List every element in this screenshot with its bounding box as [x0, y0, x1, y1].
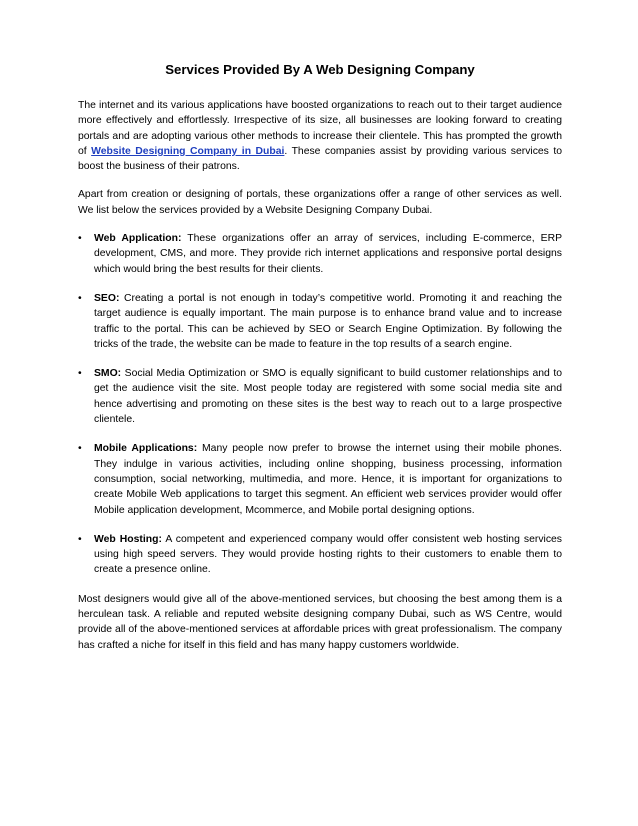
service-description: Creating a portal is not enough in today’s competitive world. Promoting it and reaching the target audience is equally important. The main purpose is to enhance brand value and to increase traffic to the portal. This can be achieved by SEO or Search Engine Optimization. By following the tricks of the trade, the website can be made to feature in the top results of a search engine.: [94, 292, 562, 350]
service-term: Mobile Applications:: [94, 443, 198, 455]
conclusion-paragraph: Most designers would give all of the above-mentioned services, but choosing the best among them is a herculean task. A reliable and reputed website designing company Dubai, such as WS Centre, would provide all of the above-mentioned services at affordable prices with great professionalism. The company has crafted a niche for itself in this field and has many happy customers worldwide.: [78, 593, 562, 651]
document-title: Services Provided By A Web Designing Company: [165, 62, 475, 77]
services-intro-paragraph: Apart from creation or designing of portals, these organizations offer a range of other services as well. We list below the services provided by a Website Designing Company Dubai.: [78, 189, 562, 216]
list-item: [78, 366, 562, 427]
bullet-icon: •: [78, 292, 82, 304]
bullet-icon: •: [78, 533, 82, 545]
website-designing-company-link[interactable]: Website Designing Company in Dubai: [91, 145, 285, 157]
service-term: SMO:: [94, 368, 122, 380]
service-description: A competent and experienced company would offer consistent web hosting services using high speed servers. They would provide hosting rights to their customers to enable them to create a presence online.: [94, 533, 563, 576]
service-term: Web Application:: [94, 233, 182, 245]
service-description: Many people now prefer to browse the internet using their mobile phones. They indulge in various activities, including online shopping, business processing, information consumption, social networking, multimedia, and more. Hence, it is important for organizations to create Mobile Web applications to target this segment. An efficient web services provider would offer Mobile application development, Mcommerce, and Mobile portal designing options.: [94, 443, 562, 516]
service-description: Social Media Optimization or SMO is equally significant to build customer relationships and to get the audience visit the site. Most people today are registered with some social media site and hence advertising and promoting on these sites is the best way to reach out to a large prospective clientele.: [94, 368, 562, 426]
document-page: [78, 60, 562, 666]
bullet-icon: •: [78, 233, 82, 245]
service-term: Web Hosting:: [94, 533, 162, 545]
list-item: [78, 231, 562, 277]
service-term: SEO:: [94, 292, 120, 304]
list-item: [78, 441, 562, 517]
services-list: [78, 231, 562, 578]
list-item: [78, 532, 562, 578]
bullet-icon: •: [78, 443, 82, 455]
list-item: [78, 291, 562, 352]
intro-paragraph: [78, 98, 562, 174]
intro-text-before-link: The internet and its various applications have boosted organizations to reach out to their target audience more effectively and effortlessly. Irrespective of its size, all businesses are looking forward to creating portals and are adopting various other methods to increase their clientele. This has prompted the growth of: [78, 100, 562, 157]
bullet-icon: •: [78, 368, 82, 380]
intro-text-after-link: . These companies assist by providing various services to boost the business of their patrons.: [78, 145, 563, 173]
service-description: These organizations offer an array of services, including E-commerce, ERP development, CMS, and more. They provide rich internet applications and responsive portal designs which would bring the best results for their clients.: [94, 233, 563, 275]
